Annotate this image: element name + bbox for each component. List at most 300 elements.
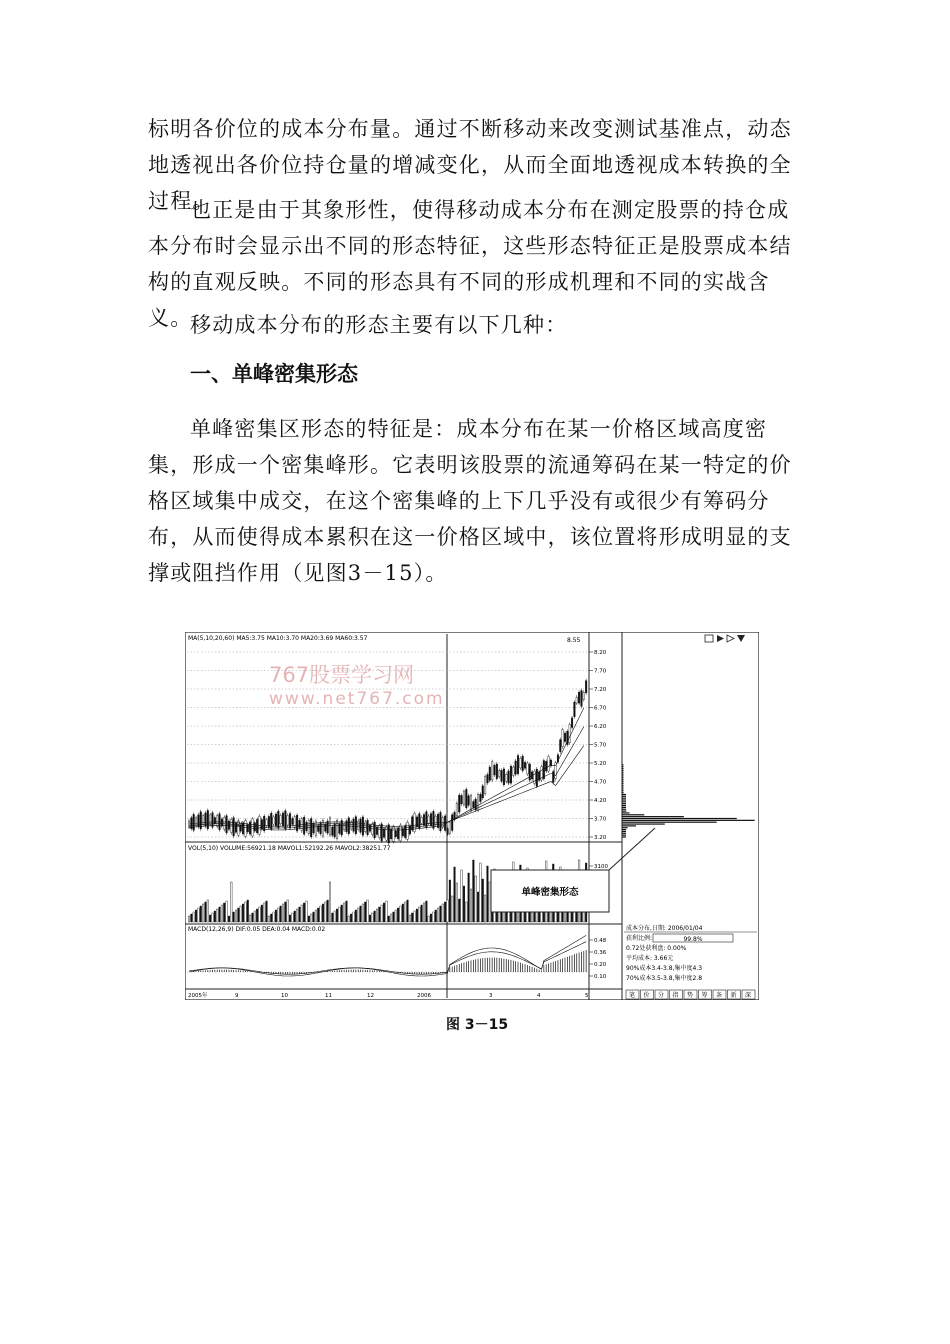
volume-bar xyxy=(421,905,423,922)
candle-body xyxy=(447,828,449,834)
time-axis-label: 9 xyxy=(235,993,239,999)
volume-bar xyxy=(374,911,376,922)
candle-body xyxy=(428,816,430,823)
candle-body xyxy=(278,811,280,828)
volume-bar xyxy=(456,883,458,922)
candle-body xyxy=(245,821,247,837)
volume-bar xyxy=(428,916,430,922)
volume-bar xyxy=(362,904,364,922)
candle-body xyxy=(374,822,376,838)
volume-bar xyxy=(223,903,225,922)
chip-bar xyxy=(622,790,624,791)
volume-bar xyxy=(353,912,355,922)
volume-bar xyxy=(411,913,413,922)
volume-bar xyxy=(451,896,453,922)
candle-body xyxy=(409,826,411,834)
volume-bar xyxy=(388,916,390,922)
cost-tab-label: 指 xyxy=(672,992,679,999)
volume-bar xyxy=(376,909,378,922)
candle-body xyxy=(411,817,413,830)
candle-body xyxy=(329,818,331,835)
profit-line: 0.72处获利盘: 0.00% xyxy=(626,945,687,952)
volume-bar xyxy=(188,916,190,922)
candle-body xyxy=(367,820,369,835)
candle-body xyxy=(487,775,489,783)
candle-body xyxy=(294,817,296,828)
price-tick-label: 4.20 xyxy=(594,798,607,804)
callout-label: 单峰密集形态 xyxy=(521,887,579,898)
watermark-line2: www.net767.com xyxy=(269,689,445,709)
volume-bar xyxy=(348,916,350,922)
volume-bar xyxy=(332,913,334,922)
volume-bar xyxy=(191,914,193,922)
chip-bar xyxy=(622,833,626,834)
candle-body xyxy=(585,681,587,693)
figure-caption: 图 3－15 xyxy=(446,1017,509,1033)
time-axis-label: 2005年 xyxy=(188,993,208,999)
candle-body xyxy=(522,756,524,771)
candle-body xyxy=(517,756,519,774)
band-70-percent: 70%成本3.5-3.8,集中度2.8 xyxy=(626,975,703,982)
volume-bar xyxy=(355,910,357,922)
price-tick-label: 5.20 xyxy=(594,761,607,767)
candle-body xyxy=(574,702,576,717)
section-heading: 一、单峰密集形态 xyxy=(190,362,358,386)
volume-bar xyxy=(458,899,460,922)
candle-body xyxy=(393,827,395,842)
volume-bar xyxy=(447,900,449,922)
candle-body xyxy=(569,724,571,742)
volume-bar xyxy=(306,901,308,922)
volume-bar xyxy=(449,880,451,922)
volume-bar xyxy=(463,886,465,922)
volume-bar xyxy=(369,915,371,922)
candle-body xyxy=(256,819,258,832)
volume-bar xyxy=(322,904,324,922)
volume-bar xyxy=(426,901,428,922)
volume-bar xyxy=(473,860,475,922)
volume-bar xyxy=(263,903,265,922)
volume-bar xyxy=(437,908,439,922)
candle-body xyxy=(221,819,223,826)
chip-bar xyxy=(622,814,644,815)
volume-bar xyxy=(287,900,289,922)
volume-bar xyxy=(329,882,331,922)
volume-bar xyxy=(252,913,254,922)
volume-bar xyxy=(346,901,348,922)
volume-bar xyxy=(292,913,294,922)
candle-body xyxy=(360,819,362,832)
volume-bar xyxy=(280,906,282,922)
candle-body xyxy=(336,820,338,838)
candle-body xyxy=(552,771,554,782)
volume-bar xyxy=(261,905,263,922)
watermark-line1: 767股票学习网 xyxy=(269,663,415,687)
candle-body xyxy=(209,815,211,825)
candle-body xyxy=(466,789,468,807)
volume-bar xyxy=(397,908,399,922)
volume-bar xyxy=(308,916,310,922)
cost-panel-tabs xyxy=(626,990,755,999)
paragraph-single-peak-description: 单峰密集区形态的特征是：成本分布在某一价格区域高度密集，形成一个密集峰形。它表明该股票的流通筹码在某一特定的价格区域集中成交，在这个密集峰的上下几乎没有或很少有筹码分布，从而使得成本累积在这一价格区域中，该位置将形成明显的支撑或阻挡作用（见图3－15）。 xyxy=(148,417,792,585)
volume-bar xyxy=(414,911,416,922)
cost-tab-label: 价 xyxy=(643,992,650,999)
candle-body xyxy=(327,821,329,833)
candle-body xyxy=(524,762,526,768)
low-price-label: 3.20 xyxy=(231,821,245,828)
candle-body xyxy=(350,822,352,829)
volume-bar xyxy=(430,914,432,922)
volume-bar xyxy=(484,895,486,922)
chip-bar xyxy=(622,798,626,799)
candle-body xyxy=(407,822,409,839)
chip-bar xyxy=(622,779,624,780)
candle-body xyxy=(423,815,425,826)
candle-body xyxy=(362,817,364,835)
candle-body xyxy=(430,814,432,826)
volume-bar xyxy=(303,903,305,922)
chip-bar xyxy=(622,785,624,786)
macd-tick-label: 0.36 xyxy=(594,950,607,956)
volume-bar xyxy=(320,906,322,922)
volume-bar xyxy=(433,912,435,922)
candle-body xyxy=(461,796,463,804)
candle-body xyxy=(404,825,406,837)
candle-body xyxy=(503,769,505,785)
candle-body xyxy=(266,820,268,826)
volume-bar xyxy=(268,916,270,922)
volume-bar xyxy=(489,882,491,922)
candle-body xyxy=(520,758,522,768)
candle-body xyxy=(421,817,423,823)
chip-bar xyxy=(622,807,626,808)
volume-bar xyxy=(231,882,233,922)
volume-bar xyxy=(278,908,280,922)
candle-body xyxy=(484,777,486,794)
volume-bar xyxy=(444,902,446,922)
candle-body xyxy=(564,733,566,741)
volume-bar xyxy=(221,905,223,922)
candle-body xyxy=(498,771,500,777)
volume-bar xyxy=(214,911,216,922)
candle-body xyxy=(562,730,564,747)
volume-bar xyxy=(381,905,383,922)
volume-bar xyxy=(480,863,482,922)
chip-bar xyxy=(622,788,624,789)
price-tick-label: 6.20 xyxy=(594,724,607,730)
volume-bar xyxy=(235,910,237,922)
volume-bar xyxy=(336,909,338,922)
candle-body xyxy=(496,764,498,779)
candle-body xyxy=(449,823,451,834)
volume-bar xyxy=(325,902,327,922)
chip-bar xyxy=(622,777,624,778)
candle-body xyxy=(515,761,517,774)
candle-body xyxy=(388,825,390,843)
volume-bar xyxy=(310,914,312,922)
candle-body xyxy=(386,827,388,840)
candle-body xyxy=(571,718,573,728)
candle-body xyxy=(440,812,442,830)
candle-body xyxy=(508,771,510,783)
chip-bar xyxy=(622,822,717,823)
volume-bar xyxy=(404,902,406,922)
high-price-label: 8.55 xyxy=(567,637,581,644)
chip-bar xyxy=(622,816,684,817)
candle-body xyxy=(400,825,402,841)
volume-bar xyxy=(202,904,204,922)
chip-bar xyxy=(622,812,630,813)
chip-bar xyxy=(622,792,624,793)
candle-body xyxy=(308,820,310,833)
volume-bar xyxy=(341,905,343,922)
chip-distribution-chart xyxy=(185,632,759,1000)
time-axis-label: 11 xyxy=(325,993,332,999)
volume-bar xyxy=(245,902,247,922)
volume-bar xyxy=(423,903,425,922)
candle-body xyxy=(510,766,512,783)
volume-bar xyxy=(416,909,418,922)
candle-body xyxy=(390,829,392,839)
volume-bar xyxy=(470,889,472,922)
candle-body xyxy=(341,820,343,835)
volume-bar xyxy=(259,907,261,922)
candle-body xyxy=(364,822,366,832)
time-axis-label: 4 xyxy=(537,993,541,999)
chip-bar xyxy=(622,801,626,802)
volume-bar xyxy=(219,907,221,922)
candle-body xyxy=(451,815,453,831)
volume-bar xyxy=(228,916,230,922)
volume-bar xyxy=(461,870,463,922)
volume-bar xyxy=(400,906,402,922)
volume-bar xyxy=(198,908,200,922)
volume-bar xyxy=(386,901,388,922)
volume-bar xyxy=(226,901,228,922)
volume-tick-label: 3100 xyxy=(594,864,608,870)
volume-bar xyxy=(301,905,303,922)
candle-body xyxy=(581,691,583,707)
chip-bar xyxy=(622,820,755,821)
macd-tick-label: 0.10 xyxy=(594,974,607,980)
chip-bar xyxy=(622,774,624,775)
candle-body xyxy=(216,816,218,827)
chip-bar xyxy=(622,829,626,830)
candle-body xyxy=(381,824,383,841)
chip-bar xyxy=(622,805,626,806)
volume-bar xyxy=(440,906,442,922)
macd-header: MACD(12,26,9) DIF:0.05 DEA:0.04 MACD:0.02 xyxy=(188,926,326,933)
cost-tab-label: 深 xyxy=(745,992,752,999)
volume-bar xyxy=(390,914,392,922)
candle-body xyxy=(226,816,228,833)
candle-body xyxy=(482,786,484,798)
cost-tab-label: 分 xyxy=(658,992,665,999)
volume-bar xyxy=(282,904,284,922)
main-chart-header: MA(5,10,20,60) MA5:3.75 MA10:3.70 MA20:3.69 MA60:3.57 xyxy=(188,635,368,642)
candle-body xyxy=(468,796,470,806)
chip-bar xyxy=(622,772,624,773)
volume-bar xyxy=(270,914,272,922)
candle-body xyxy=(263,816,265,831)
volume-bar xyxy=(402,904,404,922)
chip-bar xyxy=(622,766,624,767)
chip-bar xyxy=(622,809,626,810)
candle-body xyxy=(494,765,496,775)
volume-bar xyxy=(409,915,411,922)
candle-body xyxy=(280,815,282,823)
candle-body xyxy=(475,799,477,810)
candle-body xyxy=(273,817,275,824)
volume-bar xyxy=(379,907,381,922)
candle-body xyxy=(343,824,345,830)
paragraph-shape-features: 也正是由于其象形性，使得移动成本分布在测定股票的持仓成本分布时会显示出不同的形态特征，这些形态特征正是股票成本结构的直观反映。不同的形态具有不同的形成机理和不同的实战含义。 xyxy=(148,198,792,330)
price-tick-label: 6.70 xyxy=(594,705,607,712)
candle-body xyxy=(480,794,482,801)
cost-tab-label: 笔 xyxy=(629,992,636,999)
volume-bar xyxy=(454,867,456,922)
candle-body xyxy=(353,819,355,831)
candle-body xyxy=(306,822,308,830)
volume-header: VOL(5,10) VOLUME:56921.18 MAVOL1:52192.26 MAVOL2:38251.77 xyxy=(188,845,391,852)
chip-bar xyxy=(622,831,626,832)
candle-body xyxy=(383,829,385,837)
time-axis-label: 5 xyxy=(585,993,589,999)
candle-body xyxy=(376,827,378,834)
candle-body xyxy=(261,820,263,830)
macd-tick-label: 0.48 xyxy=(594,938,607,944)
candle-body xyxy=(501,770,503,781)
volume-bar xyxy=(247,900,249,922)
price-tick-label: 7.70 xyxy=(594,668,607,675)
candle-body xyxy=(527,763,529,774)
chip-bar xyxy=(622,775,624,776)
price-tick-label: 4.70 xyxy=(594,779,607,786)
volume-bar xyxy=(407,900,409,922)
candle-body xyxy=(578,692,580,703)
chip-bar xyxy=(622,768,624,769)
candle-body xyxy=(195,818,197,825)
candle-body xyxy=(576,697,578,703)
cost-tab-label: 筹 xyxy=(701,992,708,999)
chip-bar xyxy=(622,803,626,804)
chip-bar xyxy=(622,796,626,797)
volume-bar xyxy=(372,913,374,922)
candle-body xyxy=(470,796,472,811)
price-tick-label: 3.20 xyxy=(594,835,607,841)
band-90-percent: 90%成本3.4-3.8,集中度4.3 xyxy=(626,965,703,972)
candle-body xyxy=(282,813,284,826)
candle-body xyxy=(313,823,315,833)
candle-body xyxy=(560,740,562,752)
chip-bar xyxy=(622,783,624,784)
volume-bar xyxy=(285,902,287,922)
candle-body xyxy=(310,819,312,837)
price-tick-label: 5.70 xyxy=(594,742,607,749)
cost-tab-label: 新 xyxy=(730,992,737,999)
volume-bar xyxy=(313,912,315,922)
candle-body xyxy=(548,757,550,772)
candle-body xyxy=(275,814,277,826)
candle-body xyxy=(325,824,327,831)
volume-bar xyxy=(209,915,211,922)
candle-body xyxy=(268,816,270,827)
cost-tab-label: 条 xyxy=(716,992,723,999)
time-axis-label: 2006 xyxy=(417,993,431,999)
candle-body xyxy=(536,769,538,786)
volume-bar xyxy=(242,904,244,922)
chip-bar xyxy=(622,786,624,787)
volume-bar xyxy=(487,866,489,922)
candle-body xyxy=(489,767,491,780)
candle-body xyxy=(372,824,374,835)
profit-label: 获利比例: xyxy=(626,935,653,942)
average-cost: 平均成本: 3.66元 xyxy=(626,955,674,962)
candle-body xyxy=(419,814,421,829)
volume-bar xyxy=(216,909,218,922)
volume-bar xyxy=(419,907,421,922)
candle-body xyxy=(303,817,305,834)
volume-bar xyxy=(317,908,319,922)
chip-bar xyxy=(622,818,737,819)
volume-bar xyxy=(193,912,195,922)
candle-body xyxy=(458,795,460,812)
macd-tick-label: 0.20 xyxy=(594,962,607,968)
cost-date-line: 成本分布,日期: 2006/01/04 xyxy=(626,925,703,932)
chip-bar xyxy=(622,794,626,795)
candle-body xyxy=(346,821,348,832)
candle-body xyxy=(355,817,357,834)
candle-body xyxy=(212,813,214,828)
paragraph-shape-list-intro: 移动成本分布的形态主要有以下几种： xyxy=(190,313,568,337)
time-axis-label: 10 xyxy=(281,993,288,999)
price-tick-label: 7.20 xyxy=(594,687,607,693)
volume-bar xyxy=(205,902,207,922)
volume-bar xyxy=(266,901,268,922)
chip-bar xyxy=(622,835,626,836)
volume-bar xyxy=(195,910,197,922)
candle-body xyxy=(395,831,397,837)
candle-body xyxy=(529,764,531,780)
candle-body xyxy=(456,803,458,815)
volume-bar xyxy=(299,907,301,922)
volume-bar xyxy=(249,915,251,922)
candle-body xyxy=(435,816,437,824)
candle-body xyxy=(505,774,507,781)
volume-bar xyxy=(393,912,395,922)
candle-body xyxy=(491,762,493,780)
cost-tab-label: 势 xyxy=(687,992,694,999)
candle-body xyxy=(437,814,439,827)
volume-bar xyxy=(289,915,291,922)
volume-bar xyxy=(357,908,359,922)
chip-bar xyxy=(622,770,624,771)
chip-bar xyxy=(622,836,626,837)
candle-body xyxy=(191,818,193,829)
candle-body xyxy=(193,814,195,830)
volume-bar xyxy=(482,879,484,922)
candle-body xyxy=(292,818,294,824)
volume-bar xyxy=(275,910,277,922)
chip-bar xyxy=(622,827,628,828)
volume-bar xyxy=(212,913,214,922)
volume-bar xyxy=(442,904,444,922)
chip-bar xyxy=(622,823,665,824)
volume-bar xyxy=(466,902,468,922)
price-tick-label: 8.20 xyxy=(594,650,607,656)
volume-bar xyxy=(468,873,470,922)
paragraph-continuation: 标明各价位的成本分布量。通过不断移动来改变测试基准点，动态地透视出各价位持仓量的增减变化，从而全面地透视成本转换的全过程。 xyxy=(148,117,792,213)
